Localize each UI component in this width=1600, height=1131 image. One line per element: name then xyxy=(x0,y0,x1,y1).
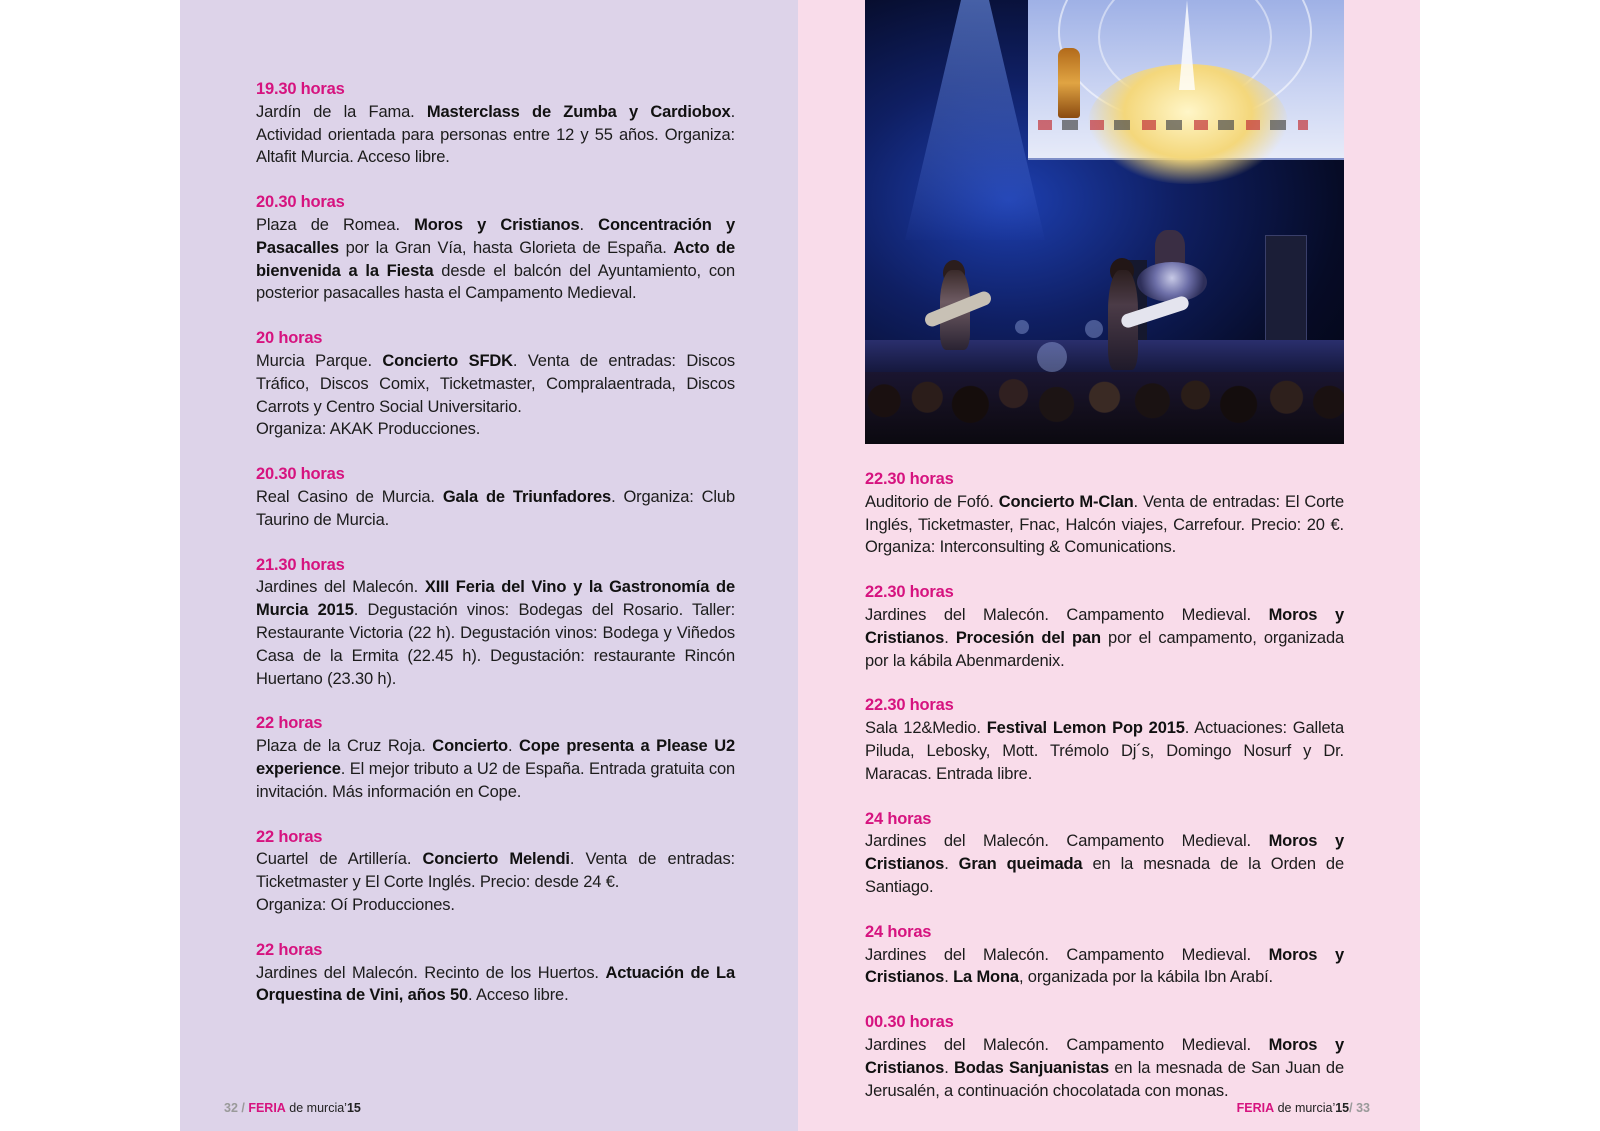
event-item xyxy=(865,581,1344,672)
event-highlight: Concierto Melendi xyxy=(422,850,570,869)
event-time: 22.30 horas xyxy=(865,696,954,715)
event-time: 22 horas xyxy=(256,827,323,846)
drum-kit xyxy=(1137,262,1207,302)
projection-screen xyxy=(1028,0,1344,160)
right-events-column xyxy=(865,468,1344,1124)
event-text: Jardines del Malecón. Recinto de los Huertos. xyxy=(256,963,606,982)
event-time: 22.30 horas xyxy=(865,583,954,602)
event-text: . Venta de entradas: Ticketmaster y El Corte Inglés. Precio: desde 24 €. xyxy=(256,850,735,892)
event-item xyxy=(256,712,735,803)
event-text: . Venta de entradas: Discos Tráfico, Discos Comix, Ticketmaster, Compralaentrada, Discos Carrots y Centro Social Universitario. xyxy=(256,351,736,416)
page-number: 32 xyxy=(224,1101,238,1115)
event-text: . xyxy=(579,215,599,234)
event-description xyxy=(256,486,735,532)
event-description xyxy=(256,214,735,305)
right-page xyxy=(798,0,1420,1131)
page-number: 33 xyxy=(1356,1101,1370,1115)
event-text: Plaza de Romea. xyxy=(256,215,415,234)
footer-separator: / xyxy=(1349,1101,1357,1115)
screen-tower xyxy=(1179,0,1195,90)
left-page xyxy=(180,0,798,1131)
brand-year: 15 xyxy=(346,1101,361,1115)
event-item xyxy=(256,78,735,169)
event-text: Jardines del Malecón. Campamento Medieval. xyxy=(865,1035,1269,1054)
brand-feria: FERIA xyxy=(1236,1101,1275,1115)
event-text: . xyxy=(944,628,956,647)
event-text: Sala 12&Medio. xyxy=(865,719,987,738)
event-text: . Organiza: Club Taurino de Murcia. xyxy=(256,487,735,529)
event-highlight: Moros y Cristianos xyxy=(865,945,1344,987)
event-highlight: Actuación de La Orquestina de Vini, años 50 xyxy=(256,963,735,1005)
event-text: Jardines del Malecón. Campamento Medieval. xyxy=(865,945,1269,964)
event-text: por el campamento, organizada por la kábila Abenmardenix. xyxy=(865,628,1344,670)
event-description xyxy=(256,848,735,894)
event-description xyxy=(865,830,1344,898)
event-time: 20.30 horas xyxy=(256,465,345,484)
event-description xyxy=(256,735,735,803)
event-text: Murcia Parque. xyxy=(256,351,383,370)
event-organizer: Organiza: Oí Producciones. xyxy=(256,895,455,914)
event-time: 00.30 horas xyxy=(865,1013,954,1032)
brand-year: 15 xyxy=(1335,1101,1350,1115)
event-highlight: Acto de bienvenida a la Fiesta xyxy=(256,238,735,280)
event-highlight: Concierto xyxy=(432,737,508,756)
event-description xyxy=(256,350,735,418)
event-time: 24 horas xyxy=(865,922,932,941)
event-highlight: Cope presenta a Please U2 experience xyxy=(256,737,736,778)
event-text: desde el balcón del Ayuntamiento, con posterior pasacalles hasta el Campamento Medieval. xyxy=(256,261,735,303)
event-highlight: La Mona xyxy=(953,968,1019,987)
event-description xyxy=(865,944,1344,990)
event-text: . Acceso libre. xyxy=(468,986,569,1005)
event-description xyxy=(865,604,1344,672)
event-item xyxy=(256,463,735,531)
event-text: Plaza de la Cruz Roja. xyxy=(256,737,433,756)
event-highlight: XIII Feria del Vino y la Gastronomía de Murcia 2015 xyxy=(256,578,735,620)
event-highlight: Gran queimada xyxy=(958,855,1083,874)
event-description xyxy=(865,717,1344,785)
event-time: 22 horas xyxy=(256,714,323,733)
event-text: . xyxy=(944,1058,954,1077)
event-highlight: Gala de Triunfadores xyxy=(442,487,612,506)
brand-text: de murcia’ xyxy=(285,1101,347,1115)
left-events-column xyxy=(256,78,735,1029)
event-description xyxy=(865,1034,1344,1102)
event-text: . Actividad orientada para personas entre 12 y 55 años. Organiza: Altafit Murcia. Acceso libre. xyxy=(256,102,735,167)
event-text: Auditorio de Fofó. xyxy=(865,492,999,511)
amplifier xyxy=(1265,235,1307,357)
event-item xyxy=(865,808,1344,899)
event-text: Jardines del Malecón. xyxy=(256,578,425,597)
event-highlight: Moros y Cristianos xyxy=(865,605,1344,647)
event-text: . xyxy=(944,855,959,874)
event-time: 19.30 horas xyxy=(256,80,345,98)
event-text: Real Casino de Murcia. xyxy=(256,487,443,506)
event-description xyxy=(865,491,1344,559)
event-highlight: Festival Lemon Pop 2015 xyxy=(986,719,1185,738)
event-text: . El mejor tributo a U2 de España. Entrada gratuita con invitación. Más información en Cope. xyxy=(256,759,735,801)
event-highlight: Concentración y Pasacalles xyxy=(256,215,735,257)
event-text: , organizada por la kábila Ibn Arabí. xyxy=(1018,968,1273,987)
light-flare xyxy=(1015,320,1029,334)
event-time: 22.30 horas xyxy=(865,470,954,488)
event-text: en la mesnada de la Orden de Santiago. xyxy=(865,855,1344,896)
event-item xyxy=(256,191,735,305)
event-text: . xyxy=(507,737,520,756)
event-highlight: Moros y Cristianos xyxy=(414,215,580,234)
page-footer-left xyxy=(224,1101,361,1115)
footer-separator: / xyxy=(237,1101,249,1115)
event-text: por la Gran Vía, hasta Glorieta de España. xyxy=(338,238,674,257)
event-item xyxy=(256,554,735,691)
event-item xyxy=(256,939,735,1007)
event-highlight: Moros y Cristianos xyxy=(865,1035,1344,1077)
event-item xyxy=(865,468,1344,559)
event-item xyxy=(865,921,1344,989)
event-time: 20.30 horas xyxy=(256,193,345,212)
event-text: . Venta de entradas: El Corte Inglés, Ticketmaster, Fnac, Halcón viajes, Carrefour. Precio: 20 €. Organiza: Interconsulting & Comunications. xyxy=(865,492,1344,557)
event-item xyxy=(256,327,735,441)
event-text: Jardines del Malecón. Campamento Medieval. xyxy=(865,605,1269,624)
event-time: 22 horas xyxy=(256,940,323,959)
event-highlight: Masterclass de Zumba y Cardiobox xyxy=(426,102,731,121)
concert-photo xyxy=(865,0,1344,444)
event-text: Jardín de la Fama. xyxy=(256,102,427,121)
event-description xyxy=(256,962,735,1008)
event-organizer: Organiza: AKAK Producciones. xyxy=(256,420,481,439)
event-time: 24 horas xyxy=(865,809,932,828)
event-item xyxy=(865,1011,1344,1102)
brand-feria: FERIA xyxy=(248,1101,286,1115)
light-flare xyxy=(1085,320,1103,338)
event-text: . Degustación vinos: Bodegas del Rosario. Taller: Restaurante Victoria (22 h). Degustación vinos: Bodega y Viñedos Casa de la Ermita (22.45 h). Degustación: restaurante Rincón Huertano (23.30 h). xyxy=(256,601,735,688)
event-highlight: Procesión del pan xyxy=(955,628,1101,647)
audience xyxy=(865,372,1344,444)
event-text: . Actuaciones: Galleta Piluda, Lebosky, Mott. Trémolo Dj´s, Domingo Nosurf y Dr. Maracas. Entrada libre. xyxy=(865,719,1344,783)
event-highlight: Concierto M-Clan xyxy=(998,492,1134,511)
event-time: 21.30 horas xyxy=(256,555,345,574)
event-highlight: Moros y Cristianos xyxy=(865,832,1344,874)
screen-bottle xyxy=(1058,48,1080,118)
event-highlight: Concierto SFDK xyxy=(382,351,513,370)
event-text: en la mesnada de San Juan de Jerusalén, a continuación chocolatada con monas. xyxy=(865,1058,1344,1100)
event-description xyxy=(256,101,735,169)
event-text: Jardines del Malecón. Campamento Medieval. xyxy=(865,832,1269,851)
event-description xyxy=(256,576,735,690)
screen-sponsor-logos xyxy=(1038,120,1308,130)
event-item xyxy=(865,694,1344,785)
light-flare xyxy=(1037,342,1067,372)
stage-light xyxy=(905,0,1045,240)
event-text: . xyxy=(944,968,954,987)
event-text: Cuartel de Artillería. xyxy=(256,850,423,869)
event-highlight: Bodas Sanjuanistas xyxy=(953,1058,1109,1077)
event-time: 20 horas xyxy=(256,329,323,348)
event-item xyxy=(256,826,735,917)
brand-text: de murcia’ xyxy=(1274,1101,1336,1115)
page-footer-right xyxy=(1237,1101,1370,1115)
